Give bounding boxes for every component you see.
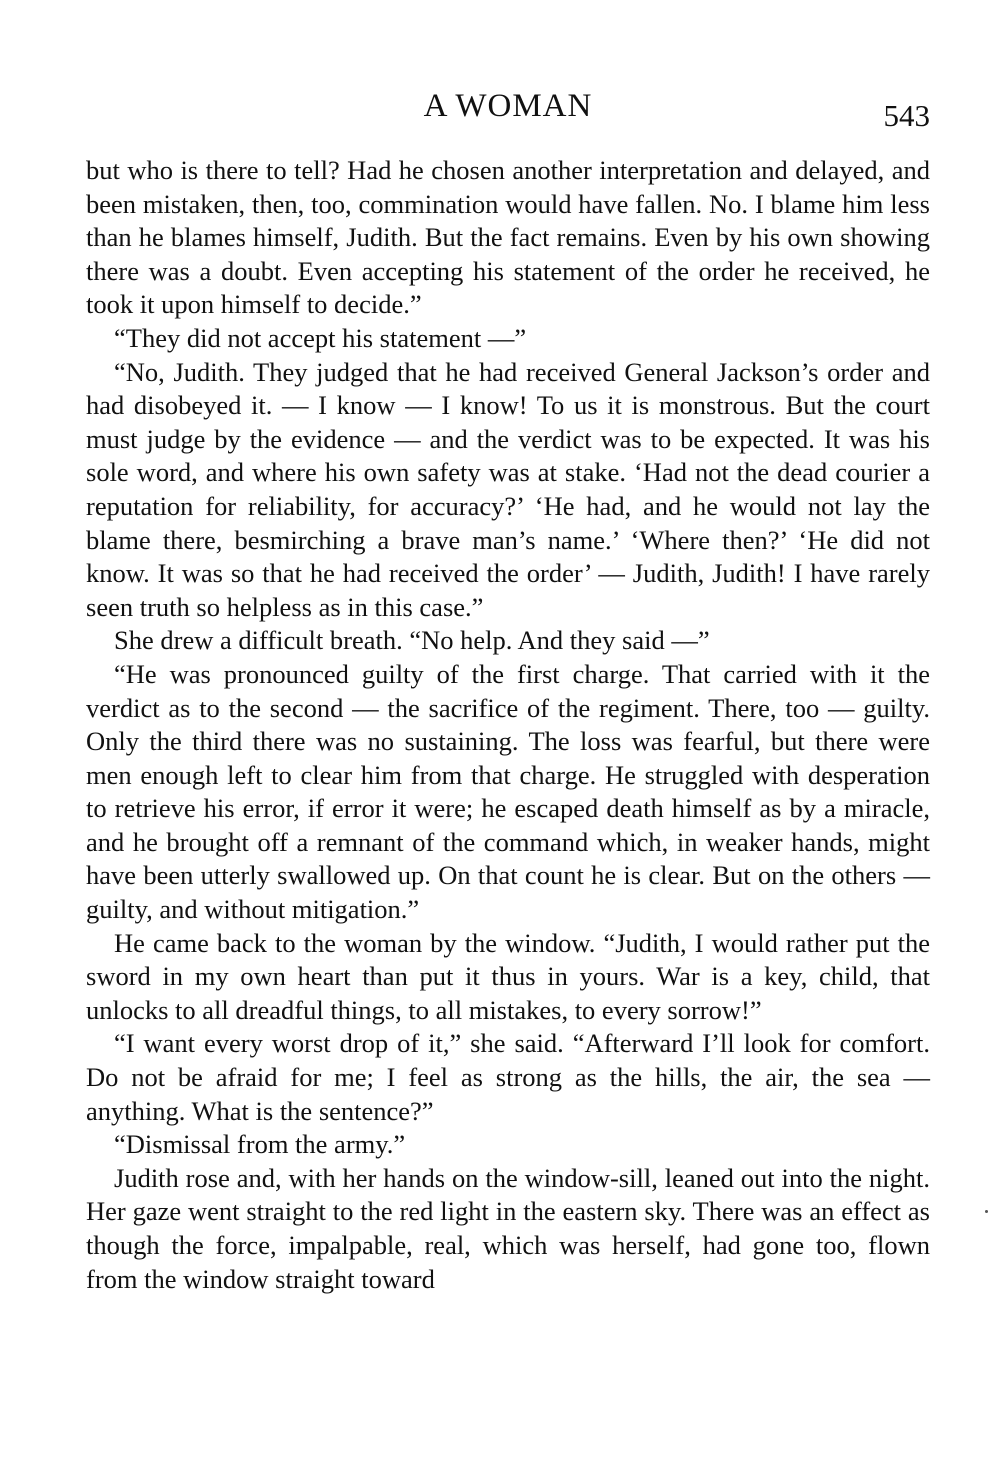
page-number: 543 [883,98,930,133]
paragraph: “I want every worst drop of it,” she said. “Afterward I’ll look for comfort. Do not be afraid for me; I feel as strong as the hills, the air, the sea — anything. What is the sentence?” [86,1028,930,1126]
running-head [86,88,930,136]
body-text [86,154,930,1296]
paragraph: Judith rose and, with her hands on the window-sill, leaned out into the night. Her gaze went straight to the red light in the eastern sky. There was an effect as though the force, impalpable, real, which was herself, had gone too, flown from the window straight toward [86,1162,930,1294]
paragraph-continued: but who is there to tell? Had he chosen another interpretation and delayed, and been mistaken, then, too, commination would have fallen. No. I blame him less than he blames himself, Judith. But the fact remains. Even by his own showing there was a doubt. Even accepting his statement of the order he received, he took it upon himself to decide.” [86,155,930,320]
scan-speck [985,1210,988,1213]
paragraph: “Dismissal from the army.” [114,1129,406,1160]
paragraph: “No, Judith. They judged that he had received General Jackson’s order and had disobeyed it. — I know — I know! To us it is monstrous. But the court must judge by the evidence — and the verdict was to be expected. It was his sole word, and where his own safety was at stake. ‘Had not the dead courier a reputation for reliability, for accuracy?’ ‘He had, and he would not lay the blame there, besmirching a brave man’s name.’ ‘Where then?’ ‘He did not know. It was so that he had received the order’ — Judith, Judith! I have rarely seen truth so helpless as in this case.” [86,356,930,622]
paragraph: “He was pronounced guilty of the first charge. That carried with it the verdict as to the second — the sacrifice of the regiment. There, too — guilty. Only the third there was no sustaining. The loss was fearful, but there were men enough left to clear him from that charge. He struggled with desperation to retrieve his error, if error it were; he escaped death himself as by a miracle, and he brought off a remnant of the command which, in weaker hands, might have been utterly swallowed up. On that count he is clear. But on the others — guilty, and without mitigation.” [86,658,930,925]
paragraph: “They did not accept his statement —” [114,322,527,353]
paragraph: She drew a difficult breath. “No help. And they said —” [114,625,710,656]
paragraph: He came back to the woman by the window. “Judith, I would rather put the sword in my own heart than put it thus in yours. War is a key, child, that unlocks to all dreadful things, to all mistakes, to every sorrow!” [86,927,930,1025]
running-title: A WOMAN [423,88,593,124]
